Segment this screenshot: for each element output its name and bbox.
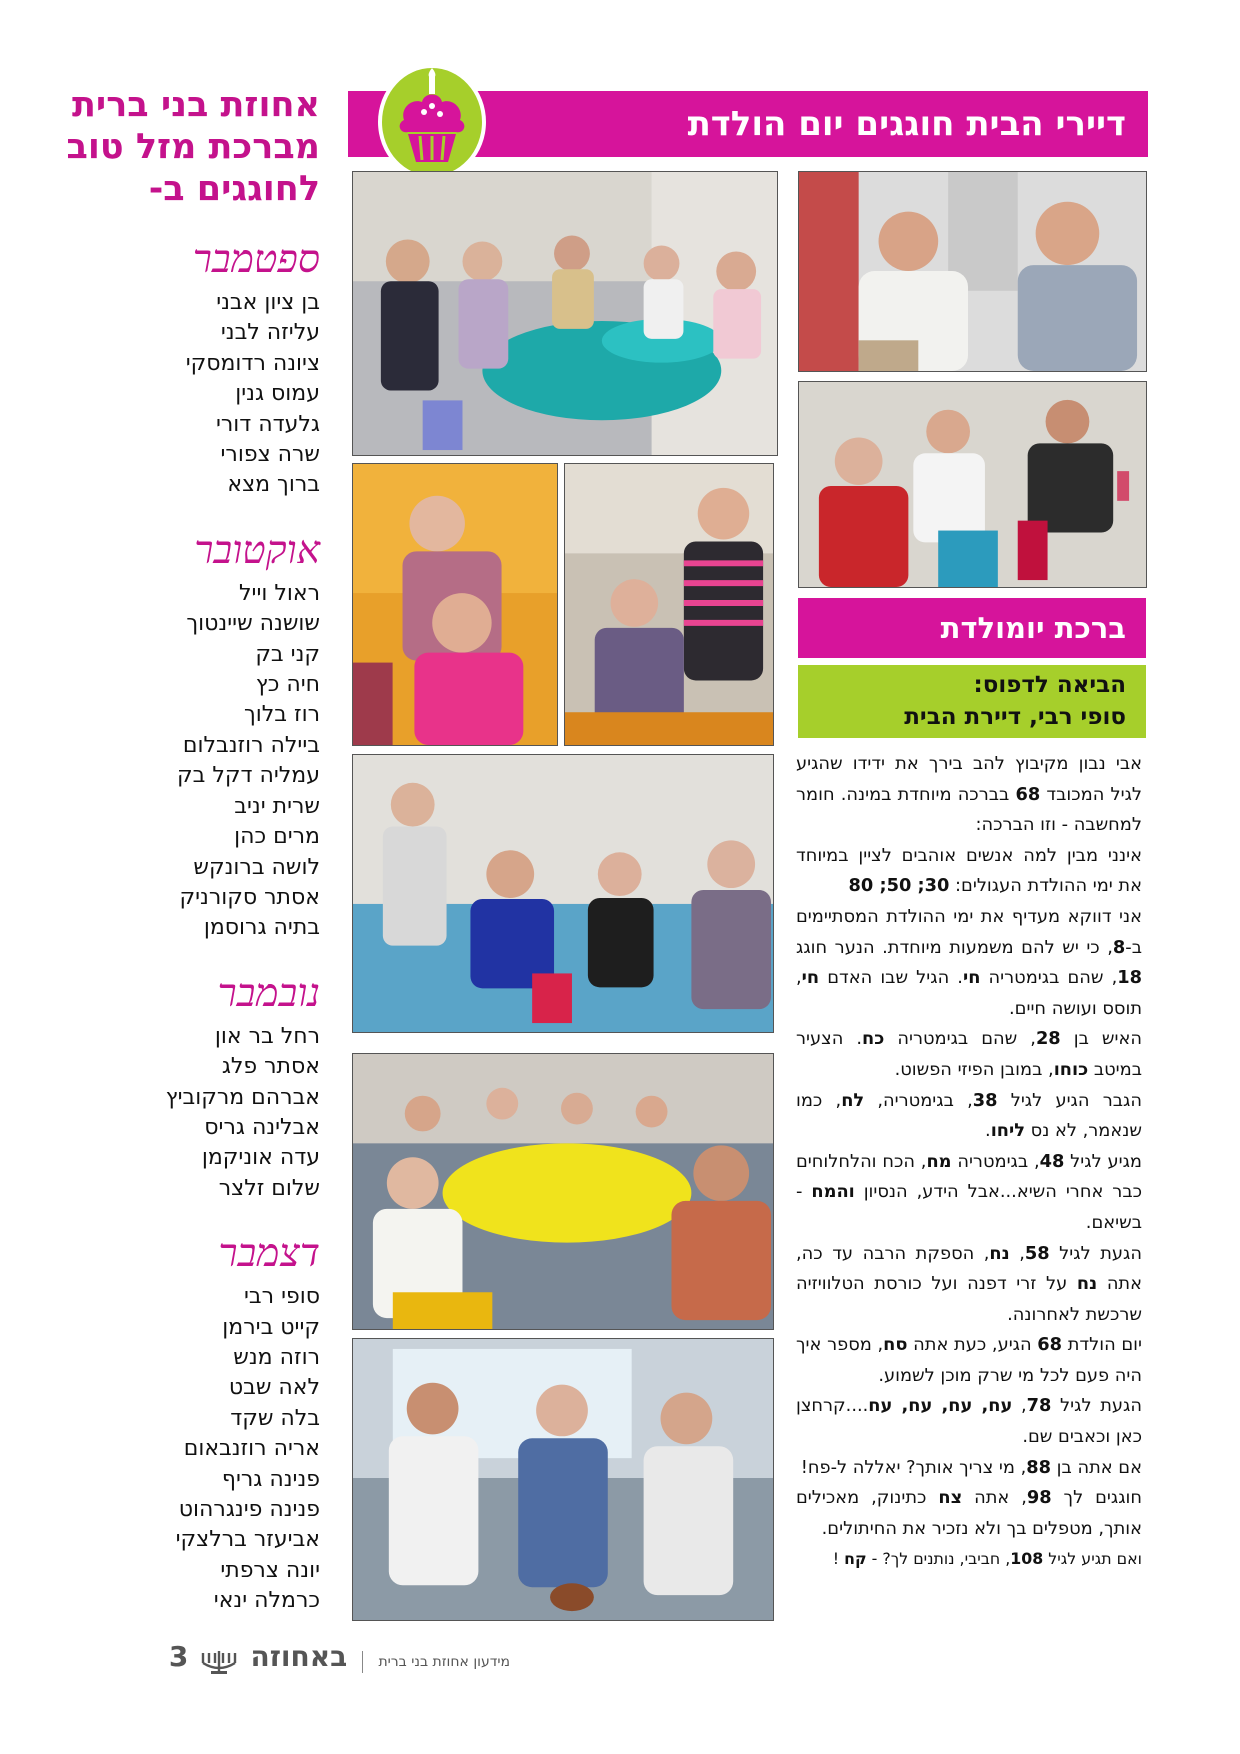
list-heading-line: אחוזת בני ברית — [72, 85, 320, 125]
article-text: , כי יש להם משמעות מיוחדת. הנער חוגג — [796, 936, 1113, 958]
article-text: , חביבי, נותנים לך? - — [866, 1549, 1011, 1569]
celebrant-name: רוז בלוך — [243, 702, 320, 728]
emphasis-text: חי — [962, 967, 981, 989]
emphasis-text: 88 — [1026, 1456, 1052, 1478]
article-text: , שהם בגימטריה — [884, 1028, 1036, 1050]
emphasis-text: חי — [801, 967, 820, 989]
article-text: אבי נבון מקיבוץ להב בירך את ידידו שהגיע לגיל המכובד — [796, 753, 1143, 805]
emphasis-text: 48 — [1039, 1150, 1065, 1172]
emphasis-text: עח, עח, עח, עח — [868, 1395, 1013, 1417]
celebrant-name: שרה צפורי — [220, 442, 320, 468]
article-text: , הכח והלחלוחים כבר אחרי השיא...אבל הידע, הנסיון — [796, 1150, 1142, 1203]
page-number: 3 — [168, 1640, 189, 1673]
article-paragraph — [796, 841, 1142, 902]
article-text: הגעת לגיל — [1051, 1395, 1142, 1417]
byline-box — [798, 665, 1146, 738]
article-paragraph — [796, 1391, 1142, 1452]
month-title: נובמבר — [217, 970, 320, 1016]
blessing-article — [796, 749, 1142, 1575]
emphasis-text: 30; 50; 80 — [848, 875, 950, 897]
article-text: הגיע, כעת אתה — [907, 1334, 1038, 1356]
celebrant-name: רוזה מנש — [233, 1344, 320, 1370]
article-text: , תוסס ועושה חיים. — [796, 967, 1142, 1019]
article-paragraph — [796, 1330, 1142, 1391]
article-text: ! — [832, 1549, 845, 1569]
emphasis-text: 28 — [1035, 1028, 1061, 1050]
blessing-title: ברכת יומולדת — [940, 611, 1126, 645]
article-text: . הצעיר במיטב — [796, 1028, 1142, 1080]
article-text: , — [1012, 1395, 1027, 1417]
emphasis-text: 68 — [1037, 1334, 1063, 1356]
celebrant-name: שלום זלצר — [218, 1175, 320, 1201]
celebrant-name: אביעזר ברלצקי — [175, 1527, 320, 1553]
photo-three-women-screen — [352, 1338, 774, 1621]
article-text: , בגימטריה, — [864, 1089, 973, 1111]
emphasis-text: 8 — [1112, 936, 1126, 958]
article-paragraph — [796, 1483, 1142, 1544]
footer-divider — [362, 1651, 363, 1673]
celebrant-name: פנינה פינגרהוט — [178, 1497, 320, 1522]
emphasis-text: נח — [989, 1242, 1010, 1264]
article-paragraph — [796, 1239, 1142, 1331]
celebrant-name: בלה שקד — [230, 1405, 320, 1431]
cupcake-icon — [378, 64, 486, 180]
article-text: יום הולדת — [1062, 1334, 1142, 1356]
emphasis-text: 98 — [1026, 1487, 1052, 1509]
celebrant-name: עמליה דקל בק — [177, 763, 320, 789]
photo-two-men — [798, 171, 1147, 372]
footer-brand: באחוזה — [250, 1640, 348, 1673]
photo-two-women-pink — [352, 463, 558, 746]
celebrant-name: לושה ברונקש — [193, 854, 320, 880]
emphasis-text: סח — [883, 1334, 908, 1356]
photo-four-women — [352, 754, 774, 1033]
article-text: ואם תגיע לגיל — [1043, 1549, 1142, 1569]
list-heading-line: לחוגגים ב- — [148, 169, 320, 209]
article-text: אם אתה בן — [1051, 1456, 1142, 1478]
article-text: , במובן הפיזי הפשוט. — [894, 1058, 1054, 1080]
celebrant-name: עמוס גנין — [235, 381, 320, 407]
celebrant-name: עליזה לבני — [220, 320, 320, 346]
celebrant-name: חיה כץ — [255, 672, 320, 698]
article-text: - בשיאם. — [796, 1181, 1142, 1233]
celebrant-name: יונה צרפתי — [220, 1557, 320, 1583]
celebrant-name: כרמלה ינאי — [213, 1588, 320, 1614]
article-text: כתינוק, מאכילים אותך, מטפלים בך ולא נזכיר את החיתולים. — [796, 1487, 1142, 1539]
emphasis-text: 68 — [1015, 783, 1041, 805]
celebrant-name: אריה רוזנבאום — [183, 1436, 320, 1462]
page-title: דיירי הבית חוגגים יום הולדת — [687, 104, 1126, 144]
article-text: מגיע לגיל — [1064, 1150, 1143, 1172]
emphasis-text: צח — [938, 1487, 963, 1509]
celebrant-name: קייט בירמן — [222, 1314, 320, 1340]
emphasis-text: לח — [841, 1089, 865, 1111]
celebrant-name: שושנה שיינטוך — [186, 611, 320, 637]
blessing-title-bar — [798, 598, 1146, 658]
photo-two-women-stripes — [564, 463, 774, 746]
emphasis-text: 38 — [972, 1089, 998, 1111]
article-text: , בגימטריה — [951, 1150, 1040, 1172]
celebrant-name: ביילה רוזנבלום — [182, 732, 320, 758]
footer-subtitle: מידעון אחוזת בני ברית — [378, 1654, 510, 1670]
byline-label: הביאה לדפוס: — [973, 672, 1126, 698]
article-paragraph — [796, 1024, 1142, 1085]
celebrant-name: קני בק — [255, 641, 320, 667]
article-text: הגעת לגיל — [1049, 1242, 1142, 1264]
emphasis-text: כוחו — [1053, 1058, 1089, 1080]
celebrant-name: ראול וייל — [239, 580, 320, 606]
menorah-icon — [199, 1649, 239, 1675]
article-text: בברכה מיוחדת במינה. חומר למחשבה - וזו הברכה: — [796, 783, 1142, 836]
article-paragraph — [796, 1544, 1142, 1575]
list-heading-line: מברכת מזל טוב — [66, 127, 320, 167]
article-text: האיש בן — [1060, 1028, 1142, 1050]
article-paragraph — [796, 749, 1142, 841]
article-text: , מי צריך אותך? יאללה ל-פח! — [800, 1456, 1027, 1478]
article-text: על זרי דפנה ועל כורסת הטלוויזיה שרכשת לאחרונה. — [796, 1273, 1142, 1325]
emphasis-text: 78 — [1026, 1395, 1052, 1417]
article-text: הגבר הגיע לגיל — [997, 1089, 1142, 1111]
article-paragraph — [796, 902, 1142, 1024]
article-text: , מספר איך היה פעם לכל מי שרק מוכן לשמוע. — [796, 1334, 1142, 1386]
photo-three-women — [798, 381, 1147, 588]
month-title: ספטמבר — [192, 237, 320, 282]
article-text: אינני מבין למה אנשים אוהבים לציין במיוחד את ימי ההולדת העגולים: — [796, 844, 1142, 897]
celebrant-name: גלעדה דורי — [215, 411, 320, 437]
footer — [90, 1640, 510, 1680]
months-container — [52, 236, 320, 1617]
emphasis-text: קח — [844, 1549, 867, 1569]
emphasis-text: מח — [926, 1150, 952, 1172]
byline-author: סופי רבי, דיירת הבית — [904, 704, 1126, 730]
article-text: , הספקת הרבה עד כה, אתה — [796, 1242, 1143, 1295]
celebrant-name: בתיה גרוסמן — [203, 915, 320, 941]
emphasis-text: נח — [1076, 1273, 1098, 1295]
article-text: , — [1009, 1242, 1025, 1264]
photo-birthday-table-1 — [352, 171, 778, 456]
emphasis-text: 108 — [1010, 1549, 1044, 1569]
birthday-list — [52, 84, 320, 1617]
article-text: , אתה — [962, 1487, 1027, 1509]
photo-yellow-table — [352, 1053, 774, 1330]
article-paragraph — [796, 1453, 1142, 1484]
emphasis-text: 58 — [1024, 1242, 1050, 1264]
emphasis-text: 18 — [1117, 967, 1142, 989]
celebrant-name: ציונה רדומסקי — [185, 350, 320, 376]
article-text: אני דווקא מעדיף את ימי ההולדת המסתיימים ב- — [796, 905, 1142, 958]
article-text: , כמו שנאמר, לא נס — [796, 1089, 1142, 1142]
celebrant-name: רחל בר און — [214, 1023, 320, 1049]
celebrant-name: לאה שבט — [228, 1375, 320, 1401]
celebrant-name: ברוך מצא — [227, 472, 320, 498]
article-paragraph — [796, 1147, 1142, 1239]
celebrant-name: אסתר סקורניק — [179, 884, 320, 910]
celebrant-name: אסתר פלג — [221, 1054, 320, 1080]
article-text: , שהם בגימטריה — [980, 967, 1118, 989]
celebrant-name: פנינה גריף — [221, 1466, 320, 1492]
celebrant-name: מרים כהן — [234, 824, 320, 850]
celebrant-name: בן ציון אבני — [216, 290, 320, 315]
month-title: דצמבר — [218, 1231, 320, 1277]
celebrant-name: עדה אוניקמן — [201, 1145, 320, 1171]
article-text: חוגגים לך — [1051, 1487, 1142, 1509]
article-text: ....קרחצן כאן וכאבים שם. — [796, 1395, 1142, 1448]
celebrant-name: שרית יניב — [234, 793, 320, 819]
emphasis-text: כח — [862, 1028, 885, 1050]
emphasis-text: והמח — [811, 1181, 855, 1203]
month-title: אוקטובר — [194, 527, 320, 573]
celebrant-name: אברהם מרקוביץ — [165, 1084, 320, 1110]
emphasis-text: ליחו — [990, 1120, 1026, 1142]
article-text: . הגיל שבו האדם — [819, 967, 963, 989]
article-paragraph — [796, 1086, 1142, 1147]
article-text: . — [985, 1120, 991, 1142]
celebrant-name: אבלינה גריס — [204, 1114, 320, 1140]
celebrant-name: סופי רבי — [244, 1284, 320, 1310]
